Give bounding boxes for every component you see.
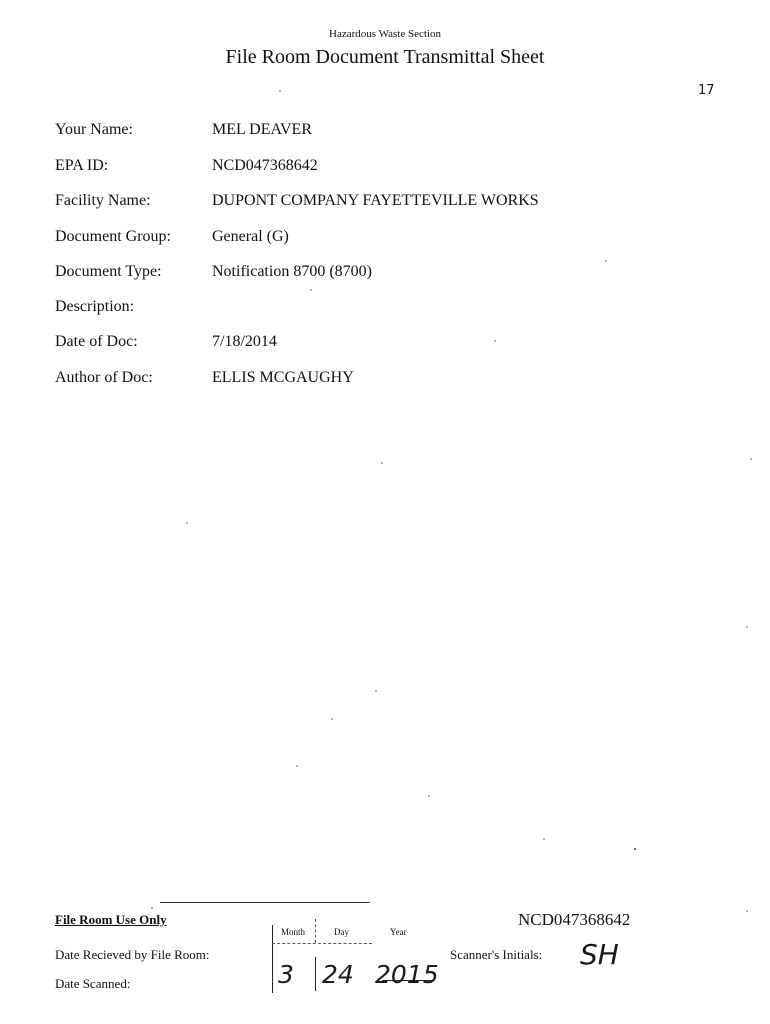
date-box-header-rule: [272, 943, 372, 944]
date-box-divider: [315, 957, 316, 991]
scan-speck: [634, 848, 636, 850]
epa-id-label: EPA ID:: [55, 157, 109, 174]
year-column-header: Year: [390, 927, 407, 937]
scan-speck: [494, 340, 496, 342]
document-type-value: Notification 8700 (8700): [212, 263, 372, 280]
handwritten-day: 24: [322, 960, 354, 989]
scan-speck: [186, 522, 188, 524]
scan-speck: [375, 690, 377, 692]
date-box-divider: [315, 919, 316, 943]
scan-speck: [605, 260, 607, 262]
scanner-initials-label: Scanner's Initials:: [450, 947, 543, 962]
document-group-value: General (G): [212, 228, 289, 245]
author-of-doc-value: ELLIS MCGAUGHY: [212, 369, 354, 386]
month-column-header: Month: [281, 927, 306, 937]
handwritten-year: 2015: [375, 960, 439, 989]
facility-name-label: Facility Name:: [55, 192, 151, 209]
date-received-label: Date Recieved by File Room:: [55, 947, 210, 962]
date-of-doc-value: 7/18/2014: [212, 333, 277, 350]
scan-speck: [151, 907, 153, 909]
scan-speck: [746, 626, 748, 628]
description-label: Description:: [55, 298, 135, 315]
scan-speck: [746, 910, 748, 912]
scan-speck: [381, 462, 383, 464]
scan-speck: [310, 289, 312, 291]
handwritten-month: 3: [278, 960, 294, 989]
scan-speck: [296, 765, 298, 767]
file-room-use-label: File Room Use Only: [55, 912, 167, 927]
date-scanned-label: Date Scanned:: [55, 976, 131, 991]
facility-name-value: DUPONT COMPANY FAYETTEVILLE WORKS: [212, 192, 539, 209]
document-group-label: Document Group:: [55, 228, 171, 245]
page-number: 17: [698, 83, 715, 98]
epa-id-value: NCD047368642: [212, 157, 318, 174]
author-of-doc-label: Author of Doc:: [55, 369, 153, 386]
handwritten-initials: SH: [580, 938, 619, 971]
scan-speck: [543, 838, 545, 840]
your-name-value: MEL DEAVER: [212, 121, 312, 138]
signature-rule: [160, 902, 370, 903]
date-box-left-border: [272, 925, 273, 993]
document-type-label: Document Type:: [55, 263, 162, 280]
section-label: Hazardous Waste Section: [329, 28, 441, 40]
day-column-header: Day: [334, 927, 349, 937]
scan-speck: [428, 795, 430, 797]
document-title: File Room Document Transmittal Sheet: [225, 46, 545, 68]
scan-speck: [279, 90, 281, 92]
date-of-doc-label: Date of Doc:: [55, 333, 138, 350]
scan-speck: [331, 718, 333, 720]
footer-epa-id: NCD047368642: [518, 910, 631, 929]
your-name-label: Your Name:: [55, 121, 133, 138]
scan-speck: [750, 458, 752, 460]
